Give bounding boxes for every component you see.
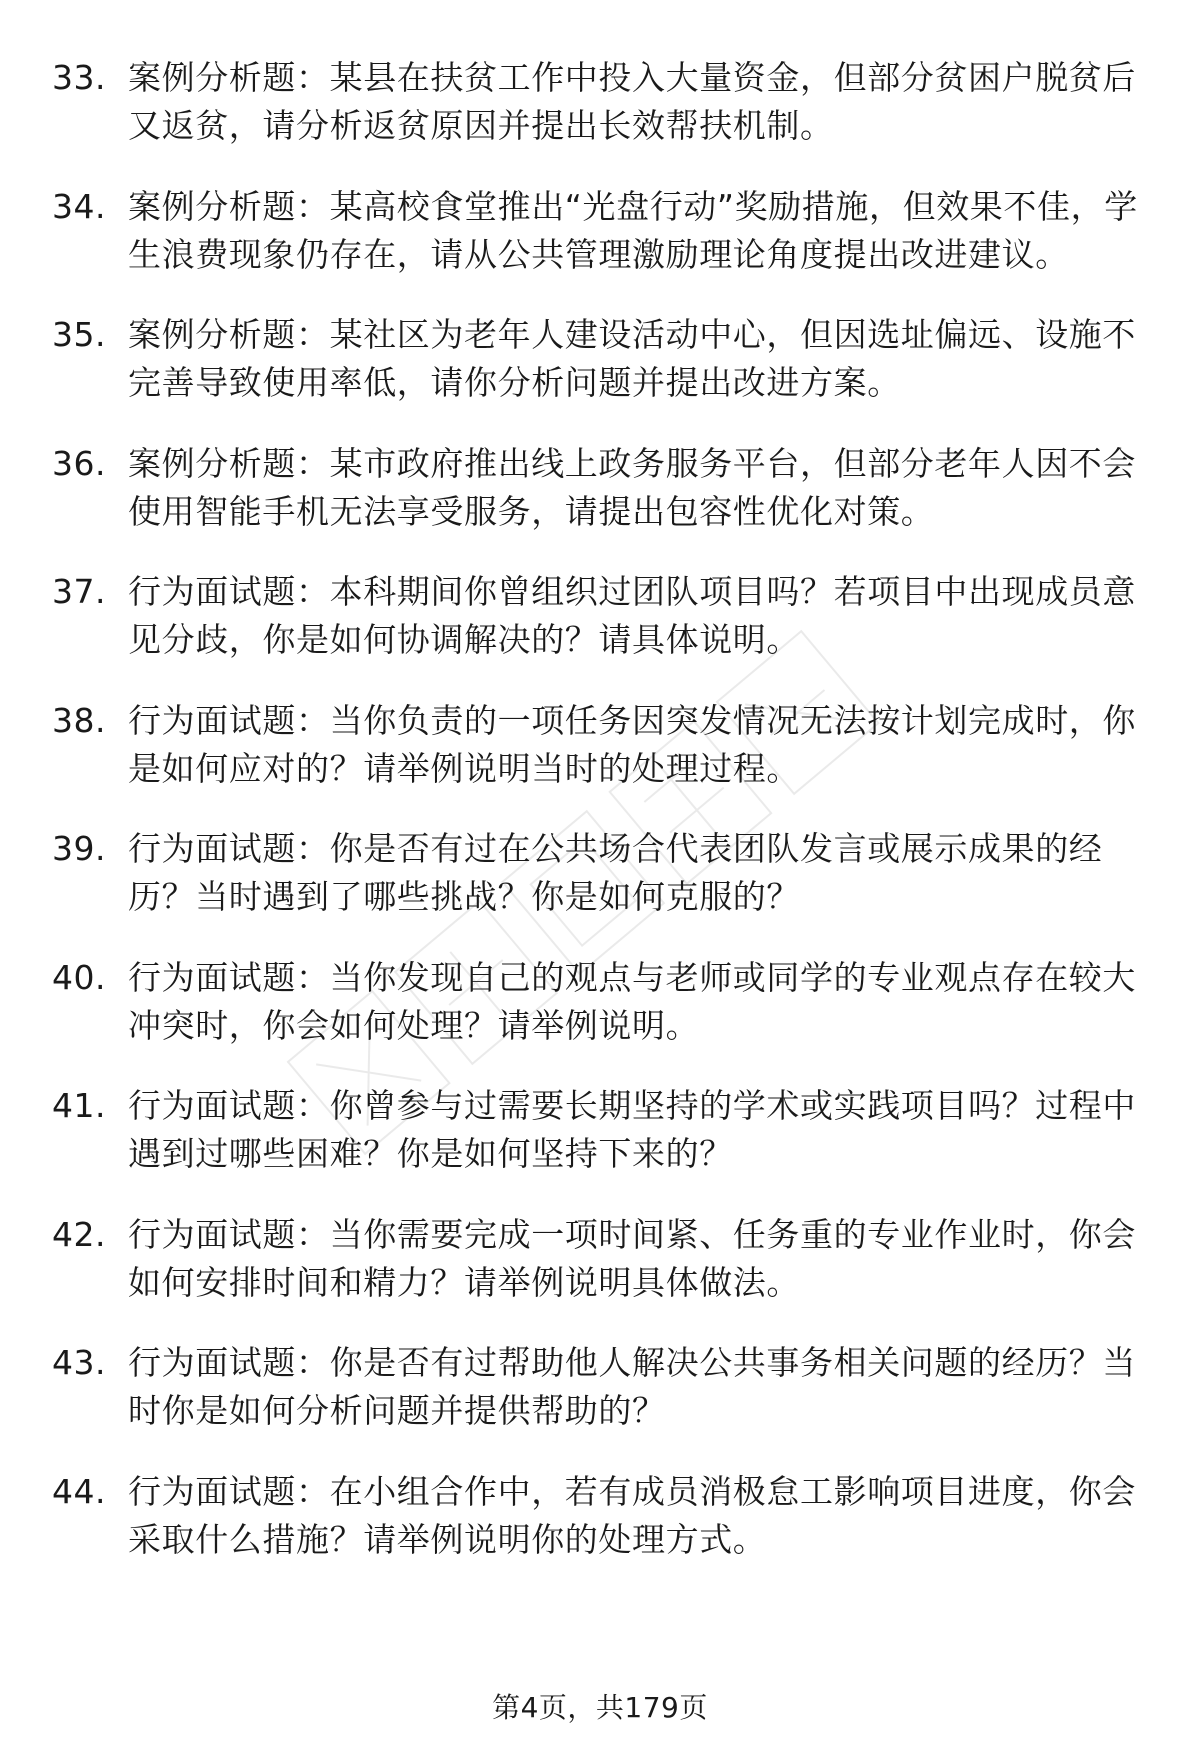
question-number: 37. — [52, 572, 106, 611]
question-item — [52, 1468, 1152, 1564]
question-number: 35. — [52, 315, 106, 354]
question-item — [52, 697, 1152, 793]
question-item — [52, 825, 1152, 921]
question-number: 39. — [52, 829, 106, 868]
question-item — [52, 1339, 1152, 1435]
question-number: 43. — [52, 1343, 106, 1382]
question-item — [52, 183, 1152, 279]
question-text: 案例分析题：某市政府推出线上政务服务平台，但部分老年人因不会使用智能手机无法享受服务，请提出包容性优化对策。 — [128, 443, 1136, 531]
question-text: 行为面试题：你是否有过在公共场合代表团队发言或展示成果的经历？当时遇到了哪些挑战？你是如何克服的？ — [128, 829, 1103, 916]
question-number: 44. — [52, 1471, 106, 1511]
question-text: 案例分析题：某高校食堂推出“光盘行动”奖励措施，但效果不佳，学生浪费现象仍存在，请从公共管理激励理论角度提出改进建议。 — [128, 186, 1138, 274]
question-list — [52, 54, 1152, 1596]
question-text: 案例分析题：某社区为老年人建设活动中心，但因选址偏远、设施不完善导致使用率低，请你分析问题并提出改进方案。 — [128, 315, 1136, 402]
question-number: 36. — [52, 443, 106, 483]
question-text: 案例分析题：某县在扶贫工作中投入大量资金，但部分贫困户脱贫后又返贫，请分析返贫原因并提出长效帮扶机制。 — [128, 58, 1136, 145]
question-text: 行为面试题：你是否有过帮助他人解决公共事务相关问题的经历？当时你是如何分析问题并提供帮助的？ — [128, 1343, 1136, 1430]
question-item — [52, 311, 1152, 407]
question-item — [52, 54, 1152, 150]
question-text: 行为面试题：你曾参与过需要长期坚持的学术或实践项目吗？过程中遇到过哪些困难？你是如何坚持下来的？ — [128, 1086, 1136, 1173]
question-number: 40. — [52, 957, 106, 997]
question-number: 42. — [52, 1214, 106, 1254]
question-text: 行为面试题：在小组合作中，若有成员消极怠工影响项目进度，你会采取什么措施？请举例说明你的处理方式。 — [128, 1471, 1136, 1559]
question-item — [52, 954, 1152, 1050]
page-number-label: 第4页，共179页 — [492, 1691, 708, 1724]
question-text: 行为面试题：本科期间你曾组织过团队项目吗？若项目中出现成员意见分歧，你是如何协调解决的？请具体说明。 — [128, 572, 1136, 659]
question-item — [52, 1082, 1152, 1178]
question-item — [52, 568, 1152, 664]
question-number: 38. — [52, 700, 106, 740]
question-item — [52, 1211, 1152, 1307]
page-footer — [0, 1688, 1200, 1728]
question-number: 34. — [52, 186, 106, 226]
question-text: 行为面试题：当你发现自己的观点与老师或同学的专业观点存在较大冲突时，你会如何处理？请举例说明。 — [128, 957, 1136, 1045]
question-text: 行为面试题：当你需要完成一项时间紧、任务重的专业作业时，你会如何安排时间和精力？请举例说明具体做法。 — [128, 1214, 1136, 1302]
question-text: 行为面试题：当你负责的一项任务因突发情况无法按计划完成时，你是如何应对的？请举例说明当时的处理过程。 — [128, 700, 1136, 788]
question-number: 41. — [52, 1086, 106, 1125]
question-number: 33. — [52, 58, 106, 97]
question-item — [52, 440, 1152, 536]
